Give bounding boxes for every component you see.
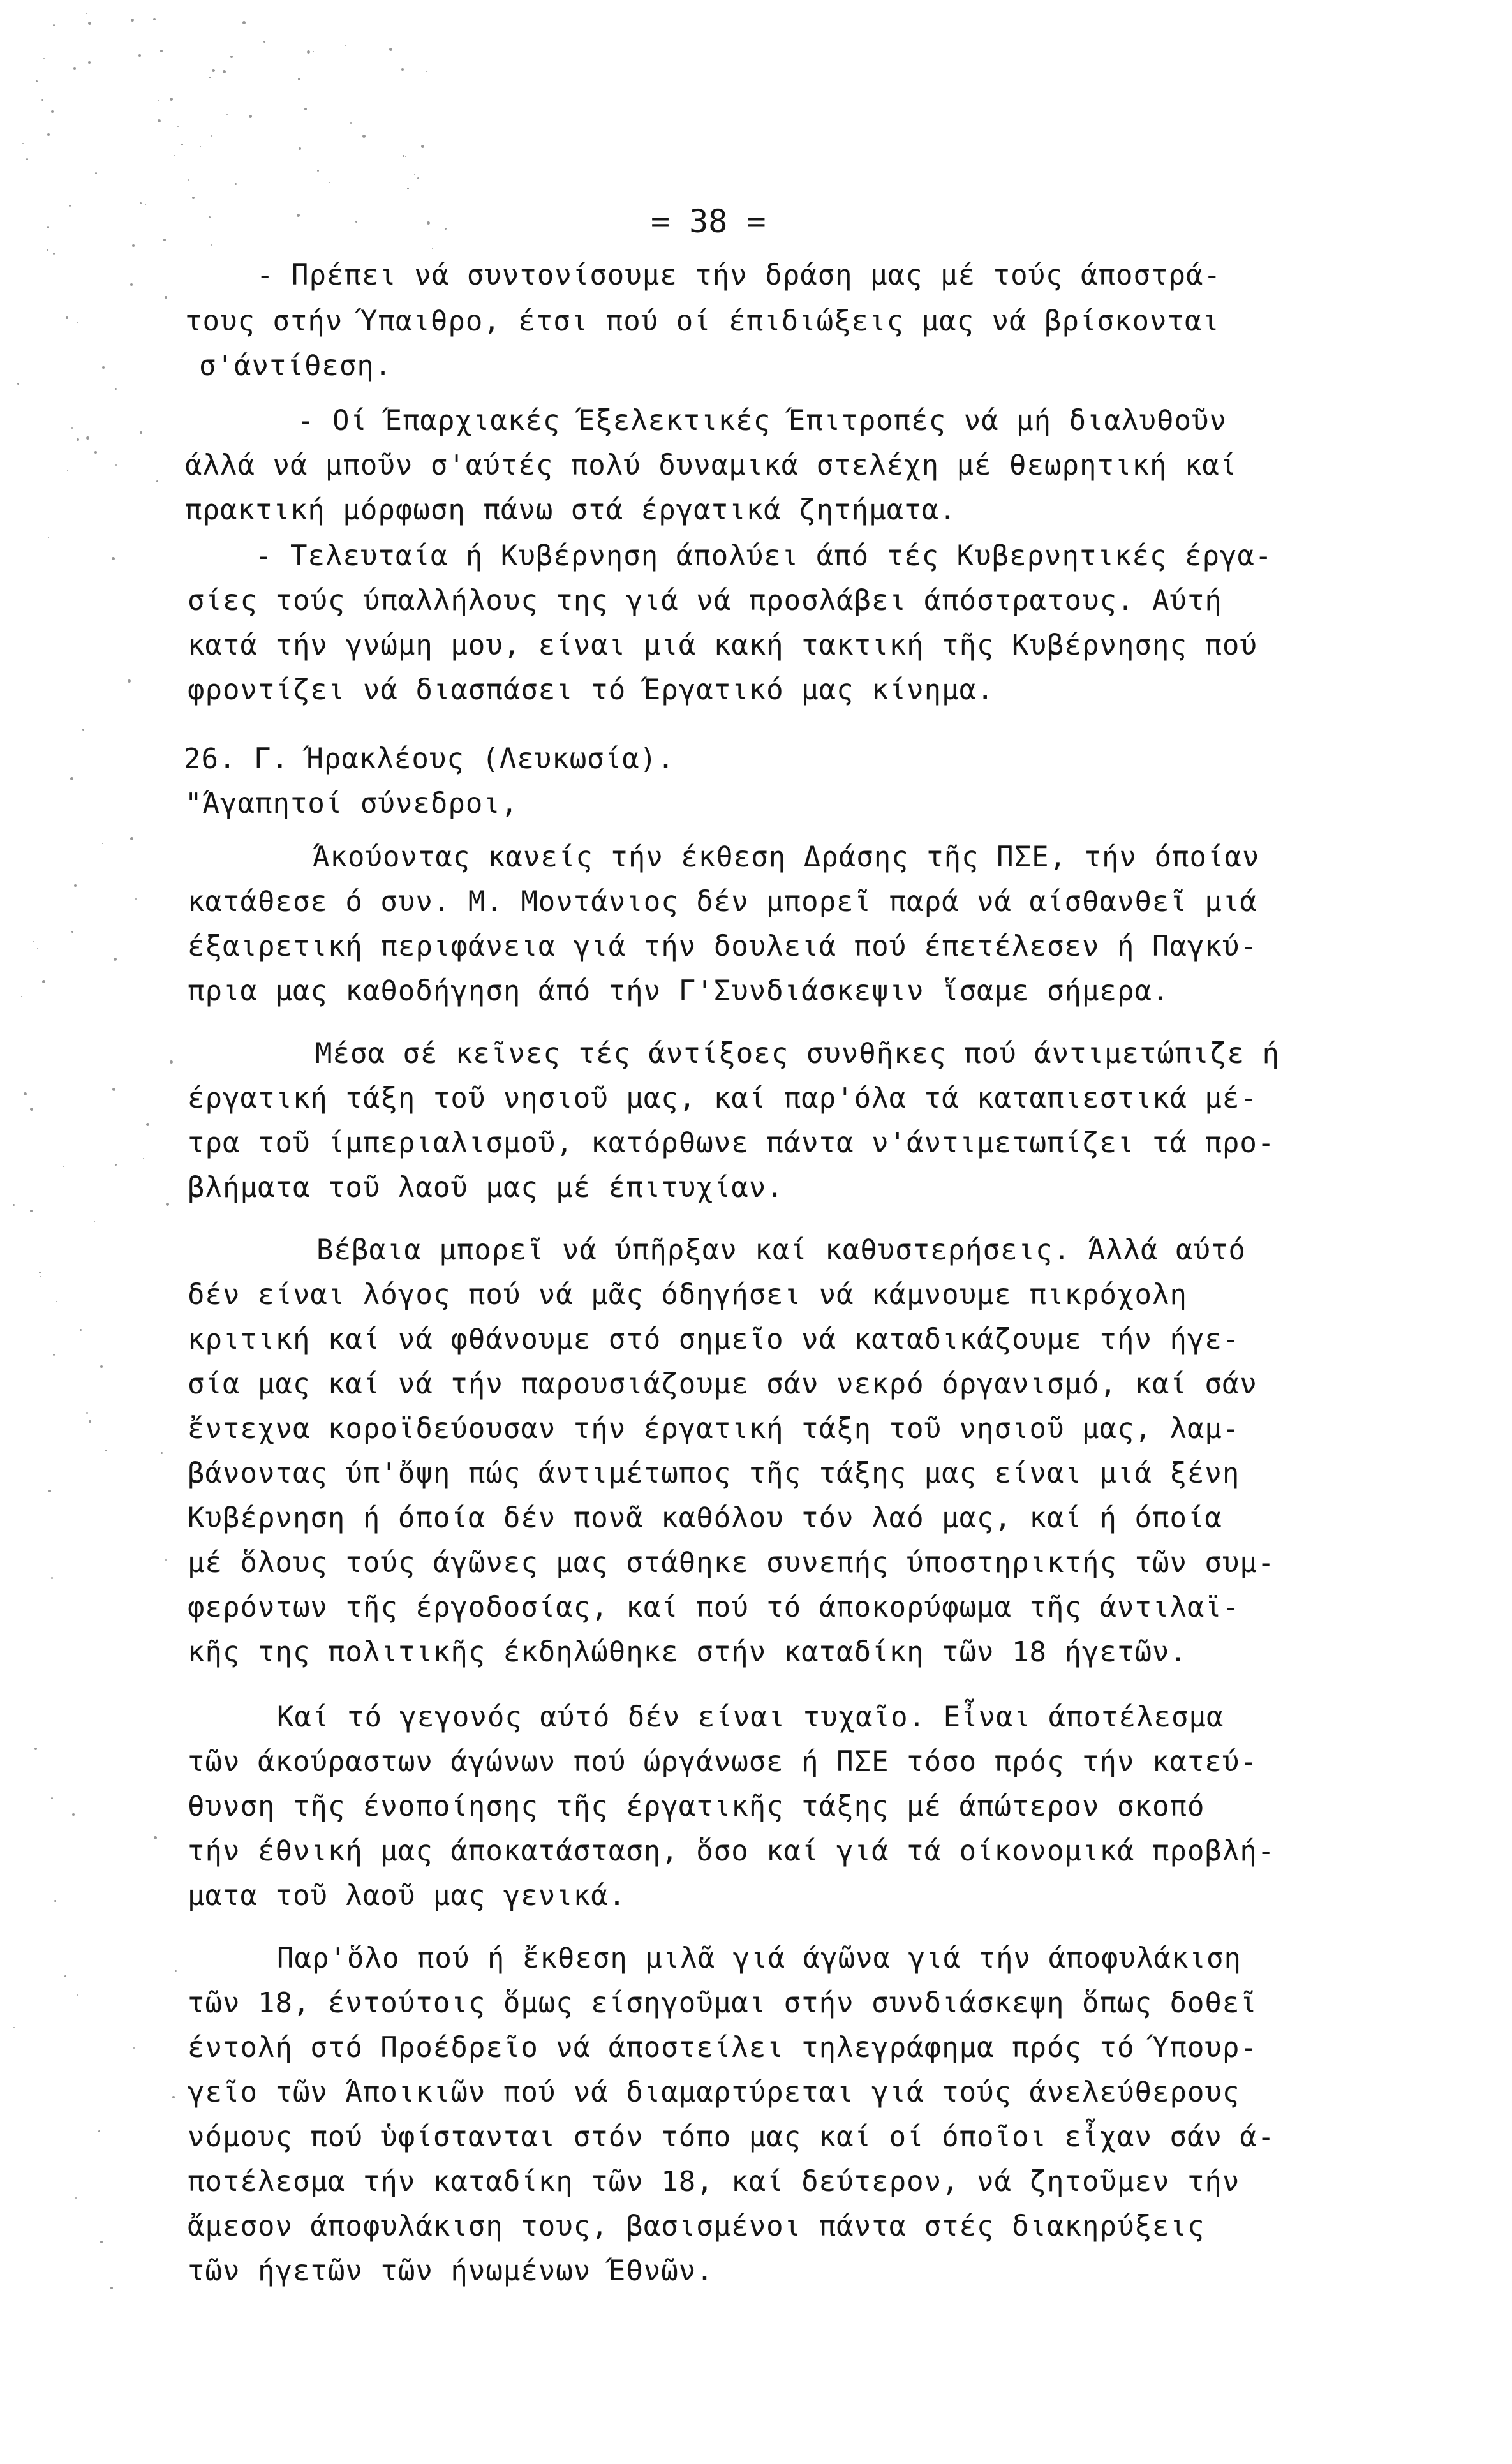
- text-line: Βέβαια μπορεῖ νά ύπῆρξαν καί καθυστερήσεις. Άλλά αύτό: [316, 1234, 1246, 1266]
- scan-speck: [63, 1166, 64, 1167]
- scan-speck: [66, 316, 68, 319]
- text-line: Κυβέρνηση ή όποία δέν πονᾶ καθόλου τόν λαό μας, καί ή όποία: [188, 1502, 1222, 1534]
- scan-speck: [165, 1559, 167, 1561]
- scan-speck: [133, 2047, 135, 2049]
- scan-speck: [94, 1221, 95, 1222]
- scan-speck: [166, 1203, 169, 1206]
- scan-speck: [100, 1365, 103, 1368]
- scan-speck: [17, 383, 19, 385]
- scan-speck: [115, 464, 117, 466]
- scan-speck: [64, 1975, 66, 1977]
- scan-speck: [235, 183, 237, 185]
- scan-speck: [242, 21, 246, 24]
- scan-speck: [86, 1412, 88, 1414]
- scan-speck: [98, 2130, 100, 2132]
- scan-speck: [200, 146, 201, 147]
- text-line: - Πρέπει νά συντονίσουμε τήν δράση μας μέ τούς άποστρά-: [256, 259, 1221, 292]
- scan-speck: [53, 1354, 55, 1356]
- scan-speck: [95, 172, 97, 174]
- scan-speck: [154, 1836, 157, 1839]
- scan-speck: [209, 216, 211, 218]
- scan-speck: [426, 71, 427, 72]
- text-line: Μέσα σέ κεῖνες τές άντίξοες συνθῆκες πού άντιμετώπιζε ή: [315, 1037, 1280, 1070]
- scan-speck: [427, 221, 430, 225]
- scan-speck: [71, 427, 73, 429]
- text-line: κῆς της πολιτικῆς έκδηλώθηκε στήν καταδίκη τῶν 18 ήγετῶν.: [188, 1636, 1187, 1668]
- scan-speck: [161, 1452, 163, 1454]
- text-line: γεῖο τῶν Άποικιῶν πού νά διαμαρτύρεται γιά τούς άνελεύθερους: [188, 2076, 1240, 2109]
- scan-speck: [37, 948, 38, 949]
- scan-speck: [72, 1813, 75, 1816]
- scan-speck: [209, 77, 211, 78]
- scan-speck: [71, 931, 73, 933]
- scan-speck: [407, 188, 409, 189]
- scan-speck: [160, 50, 163, 52]
- scan-speck: [39, 1272, 41, 1273]
- scan-speck: [33, 941, 34, 942]
- scan-speck: [70, 777, 73, 780]
- scan-speck: [73, 67, 76, 70]
- text-line: ποτέλεσμα τήν καταδίκη τῶν 18, καί δεύτερον, νά ζητοῦμεν τήν: [188, 2165, 1240, 2198]
- scan-speck: [56, 1301, 57, 1302]
- text-line: ἄμεσον άποφυλάκιση τους, βασισμένοι πάντα στές διακηρύξεις: [188, 2210, 1205, 2243]
- scan-speck: [115, 1164, 117, 1166]
- text-line: βλήματα τοῦ λαοῦ μας μέ έπιτυχίαν.: [188, 1171, 784, 1204]
- scan-speck: [146, 1123, 149, 1126]
- scan-speck: [77, 1994, 78, 1996]
- scan-speck: [89, 1420, 91, 1423]
- scan-speck: [345, 45, 346, 46]
- scan-speck: [54, 1900, 56, 1902]
- page-number: = 38 =: [651, 203, 766, 240]
- scan-speck: [80, 1329, 82, 1331]
- scan-speck: [158, 119, 161, 122]
- text-line: Παρ'ὅλο πού ή ἔκθεση μιλᾶ γιά άγῶνα γιά τήν άποφυλάκιση: [277, 1942, 1241, 1975]
- text-line: σ'άντίθεση.: [199, 350, 392, 382]
- scan-speck: [350, 122, 352, 124]
- text-line: άλλά νά μποῦν σ'αύτές πολύ δυναμικά στελέχη μέ θεωρητική καί: [185, 449, 1238, 482]
- scan-speck: [130, 283, 133, 286]
- text-line: πρια μας καθοδήγηση άπό τήν Γ'Συνδιάσκεψιν ἵσαμε σήμερα.: [188, 975, 1170, 1007]
- text-line: τῶν άκούραστων άγώνων πού ώργάνωσε ή ΠΣΕ τόσο πρός τήν κατεύ-: [188, 1746, 1257, 1778]
- scan-speck: [362, 135, 366, 138]
- text-line: Καί τό γεγονός αύτό δέν είναι τυχαῖο. Εἶναι άποτέλεσμα: [277, 1701, 1224, 1733]
- scan-speck: [188, 179, 189, 181]
- scan-speck: [13, 1204, 15, 1206]
- scan-speck: [86, 13, 87, 14]
- text-line: τῶν ήγετῶν τῶν ήνωμένων Έθνῶν.: [188, 2255, 714, 2287]
- text-line: ματα τοῦ λαοῦ μας γενικά.: [188, 1880, 626, 1912]
- text-line: - Οί Έπαρχιακές Έξελεκτικές Έπιτροπές νά μή διαλυθοῦν: [297, 404, 1227, 437]
- scan-speck: [192, 197, 195, 199]
- scan-speck: [110, 2287, 113, 2289]
- scan-speck: [105, 1450, 107, 1451]
- scan-speck: [212, 69, 215, 72]
- scan-speck: [94, 451, 97, 454]
- scan-speck: [77, 322, 78, 323]
- scan-speck: [226, 114, 228, 115]
- scan-speck: [36, 80, 38, 82]
- scan-speck: [175, 1970, 177, 1972]
- scan-speck: [115, 388, 117, 390]
- scan-speck: [102, 843, 103, 844]
- text-line: τήν έθνική μας άποκατάσταση, ὅσο καί γιά τά οίκονομικά προβλή-: [188, 1835, 1275, 1867]
- scan-speck: [170, 1060, 173, 1064]
- text-line: - Τελευταία ή Κυβέρνηση άπολύει άπό τές Κυβερνητικές έργα-: [255, 540, 1273, 572]
- scan-speck: [156, 480, 158, 482]
- scan-speck: [67, 470, 68, 471]
- scan-speck: [128, 679, 131, 683]
- scan-speck: [34, 1748, 37, 1750]
- scan-speck: [53, 24, 55, 26]
- scan-speck: [48, 1490, 51, 1492]
- scan-speck: [299, 147, 301, 150]
- scan-speck: [298, 78, 300, 80]
- scan-speck: [47, 133, 50, 136]
- scan-speck: [51, 1577, 53, 1579]
- scan-speck: [138, 54, 141, 57]
- text-line: νόμους πού ὑφίστανται στόν τόπο μας καί οί όποῖοι εἶχαν σάν ά-: [188, 2121, 1275, 2153]
- scan-speck: [51, 1797, 53, 1799]
- scan-speck: [211, 135, 212, 137]
- text-line: κριτική καί νά φθάνουμε στό σημεῖο νά καταδικάζουμε τήν ήγε-: [188, 1323, 1240, 1356]
- text-line: μέ ὅλους τούς άγῶνες μας στάθηκε συνεπής ύποστηρικτής τῶν συμ-: [188, 1547, 1275, 1579]
- scan-speck: [307, 50, 310, 54]
- scan-speck: [75, 2197, 77, 2199]
- text-line: έντολή στό Προέδρεῖο νά άποστείλει τηλεγράφημα πρός τό Ύπουρ-: [188, 2031, 1257, 2064]
- scan-speck: [181, 144, 183, 145]
- scan-speck: [158, 100, 159, 101]
- text-line: Άκούοντας κανείς τήν έκθεση Δράσης τῆς ΠΣΕ, τήν όποίαν: [313, 841, 1260, 873]
- scan-speck: [211, 244, 212, 246]
- scan-speck: [313, 51, 314, 52]
- scan-speck: [389, 48, 392, 51]
- scan-speck: [170, 98, 173, 101]
- scan-speck: [140, 202, 142, 204]
- text-line: έξαιρετική περιφάνεια γιά τήν δουλειά πού έπετέλεσεν ή Παγκύ-: [188, 930, 1257, 963]
- text-line: έργατική τάξη τοῦ νησιοῦ μας, καί παρ'όλα τά καταπιεστικά μέ-: [188, 1082, 1257, 1115]
- scan-speck: [317, 170, 319, 172]
- scan-speck: [417, 177, 419, 179]
- scan-speck: [421, 145, 424, 148]
- scan-speck: [143, 1158, 144, 1159]
- scan-speck: [48, 537, 49, 538]
- scan-speck: [405, 156, 406, 157]
- scan-speck: [42, 980, 45, 983]
- scan-speck: [432, 248, 433, 249]
- scan-speck: [13, 2027, 15, 2028]
- scan-speck: [112, 1088, 115, 1091]
- scan-speck: [297, 214, 300, 217]
- scan-speck: [172, 2096, 175, 2098]
- scan-speck: [40, 1276, 41, 1277]
- text-line: τῶν 18, έντούτοις ὅμως είσηγοῦμαι στήν συνδιάσκεψη ὅπως δοθεῖ: [188, 1987, 1257, 2019]
- scan-speck: [445, 228, 447, 230]
- scan-speck: [82, 729, 84, 731]
- scan-speck: [77, 438, 79, 441]
- scan-speck: [163, 239, 166, 241]
- scan-speck: [88, 22, 91, 25]
- scan-speck: [177, 126, 179, 127]
- scan-speck: [69, 205, 71, 207]
- text-line: τους στήν Ύπαιθρο, έτσι πού οί έπιδιώξεις μας νά βρίσκονται: [185, 305, 1220, 338]
- text-line: θυνση τῆς ένοποίησης τῆς έργατικῆς τάξης μέ άπώτερον σκοπό: [188, 1790, 1205, 1823]
- scan-speck: [329, 182, 330, 183]
- scan-speck: [401, 68, 404, 71]
- scan-speck: [102, 366, 105, 369]
- scan-speck: [21, 996, 22, 997]
- scan-speck: [41, 99, 43, 101]
- scan-speck: [153, 18, 156, 20]
- text-line: κατά τήν γνώμη μου, είναι μιά κακή τακτική τῆς Κυβέρνησης πού: [188, 629, 1257, 662]
- text-line: πρακτική μόρφωση πάνω στά έργατικά ζητήματα.: [185, 494, 957, 526]
- text-line: φροντίζει νά διασπάσει τό Έργατικό μας κίνημα.: [188, 674, 995, 706]
- scan-speck: [30, 1210, 33, 1212]
- scan-speck: [26, 158, 28, 160]
- scan-speck: [22, 143, 24, 144]
- scan-speck: [51, 110, 54, 113]
- text-line: "Άγαπητοί σύνεδροι,: [185, 787, 519, 820]
- scan-speck: [140, 431, 142, 434]
- text-line: δέν είναι λόγος πού νά μᾶς όδηγήσει νά κάμνουμε πικρόχολη: [188, 1279, 1187, 1311]
- scan-speck: [249, 115, 252, 118]
- scan-speck: [304, 108, 307, 110]
- text-line: σία μας καί νά τήν παρουσιάζουμε σάν νεκρό όργανισμό, καί σάν: [188, 1368, 1257, 1400]
- text-line: βάνοντας ύπ'ὄψη πώς άντιμέτωπος τῆς τάξης μας είναι μιά ξένη: [188, 1457, 1240, 1490]
- text-line: σίες τούς ύπαλλήλους της γιά νά προσλάβει άπόστρατους. Αύτή: [188, 584, 1222, 617]
- scan-speck: [223, 70, 226, 73]
- scan-speck: [145, 204, 146, 205]
- scan-speck: [130, 837, 133, 840]
- scan-speck: [263, 41, 265, 43]
- scan-speck: [165, 296, 167, 299]
- scan-speck: [132, 244, 135, 247]
- scan-speck: [131, 19, 134, 22]
- scan-speck: [403, 155, 404, 157]
- scan-speck: [24, 1092, 27, 1095]
- scan-speck: [88, 61, 91, 64]
- scan-speck: [355, 221, 357, 223]
- scan-speck: [100, 2241, 103, 2243]
- text-line: κατάθεσε ό συν. Μ. Μοντάνιος δέν μπορεῖ παρά νά αίσθανθεῖ μιά: [188, 886, 1257, 918]
- text-line: 26. Γ. Ήρακλέους (Λευκωσία).: [184, 743, 675, 775]
- scan-speck: [74, 884, 77, 887]
- scan-speck: [230, 56, 233, 58]
- text-line: φερόντων τῆς έργοδοσίας, καί πού τό άποκορύφωμα τῆς άντιλαϊ-: [188, 1591, 1240, 1624]
- text-line: τρα τοῦ ίμπεριαλισμοῦ, κατόρθωνε πάντα ν'άντιμετωπίζει τά προ-: [188, 1127, 1275, 1159]
- scan-speck: [43, 58, 45, 59]
- scan-speck: [174, 155, 175, 156]
- scan-speck: [47, 249, 48, 251]
- scan-speck: [135, 898, 137, 900]
- scan-speck: [114, 958, 117, 961]
- scan-speck: [30, 1108, 33, 1111]
- scan-speck: [47, 226, 49, 228]
- text-line: ἔντεχνα κοροϊδεύουσαν τήν έργατική τάξη τοῦ νησιοῦ μας, λαμ-: [188, 1413, 1240, 1445]
- scan-speck: [53, 253, 55, 255]
- scan-speck: [86, 436, 89, 440]
- scan-speck: [414, 174, 415, 175]
- scan-speck: [112, 557, 115, 560]
